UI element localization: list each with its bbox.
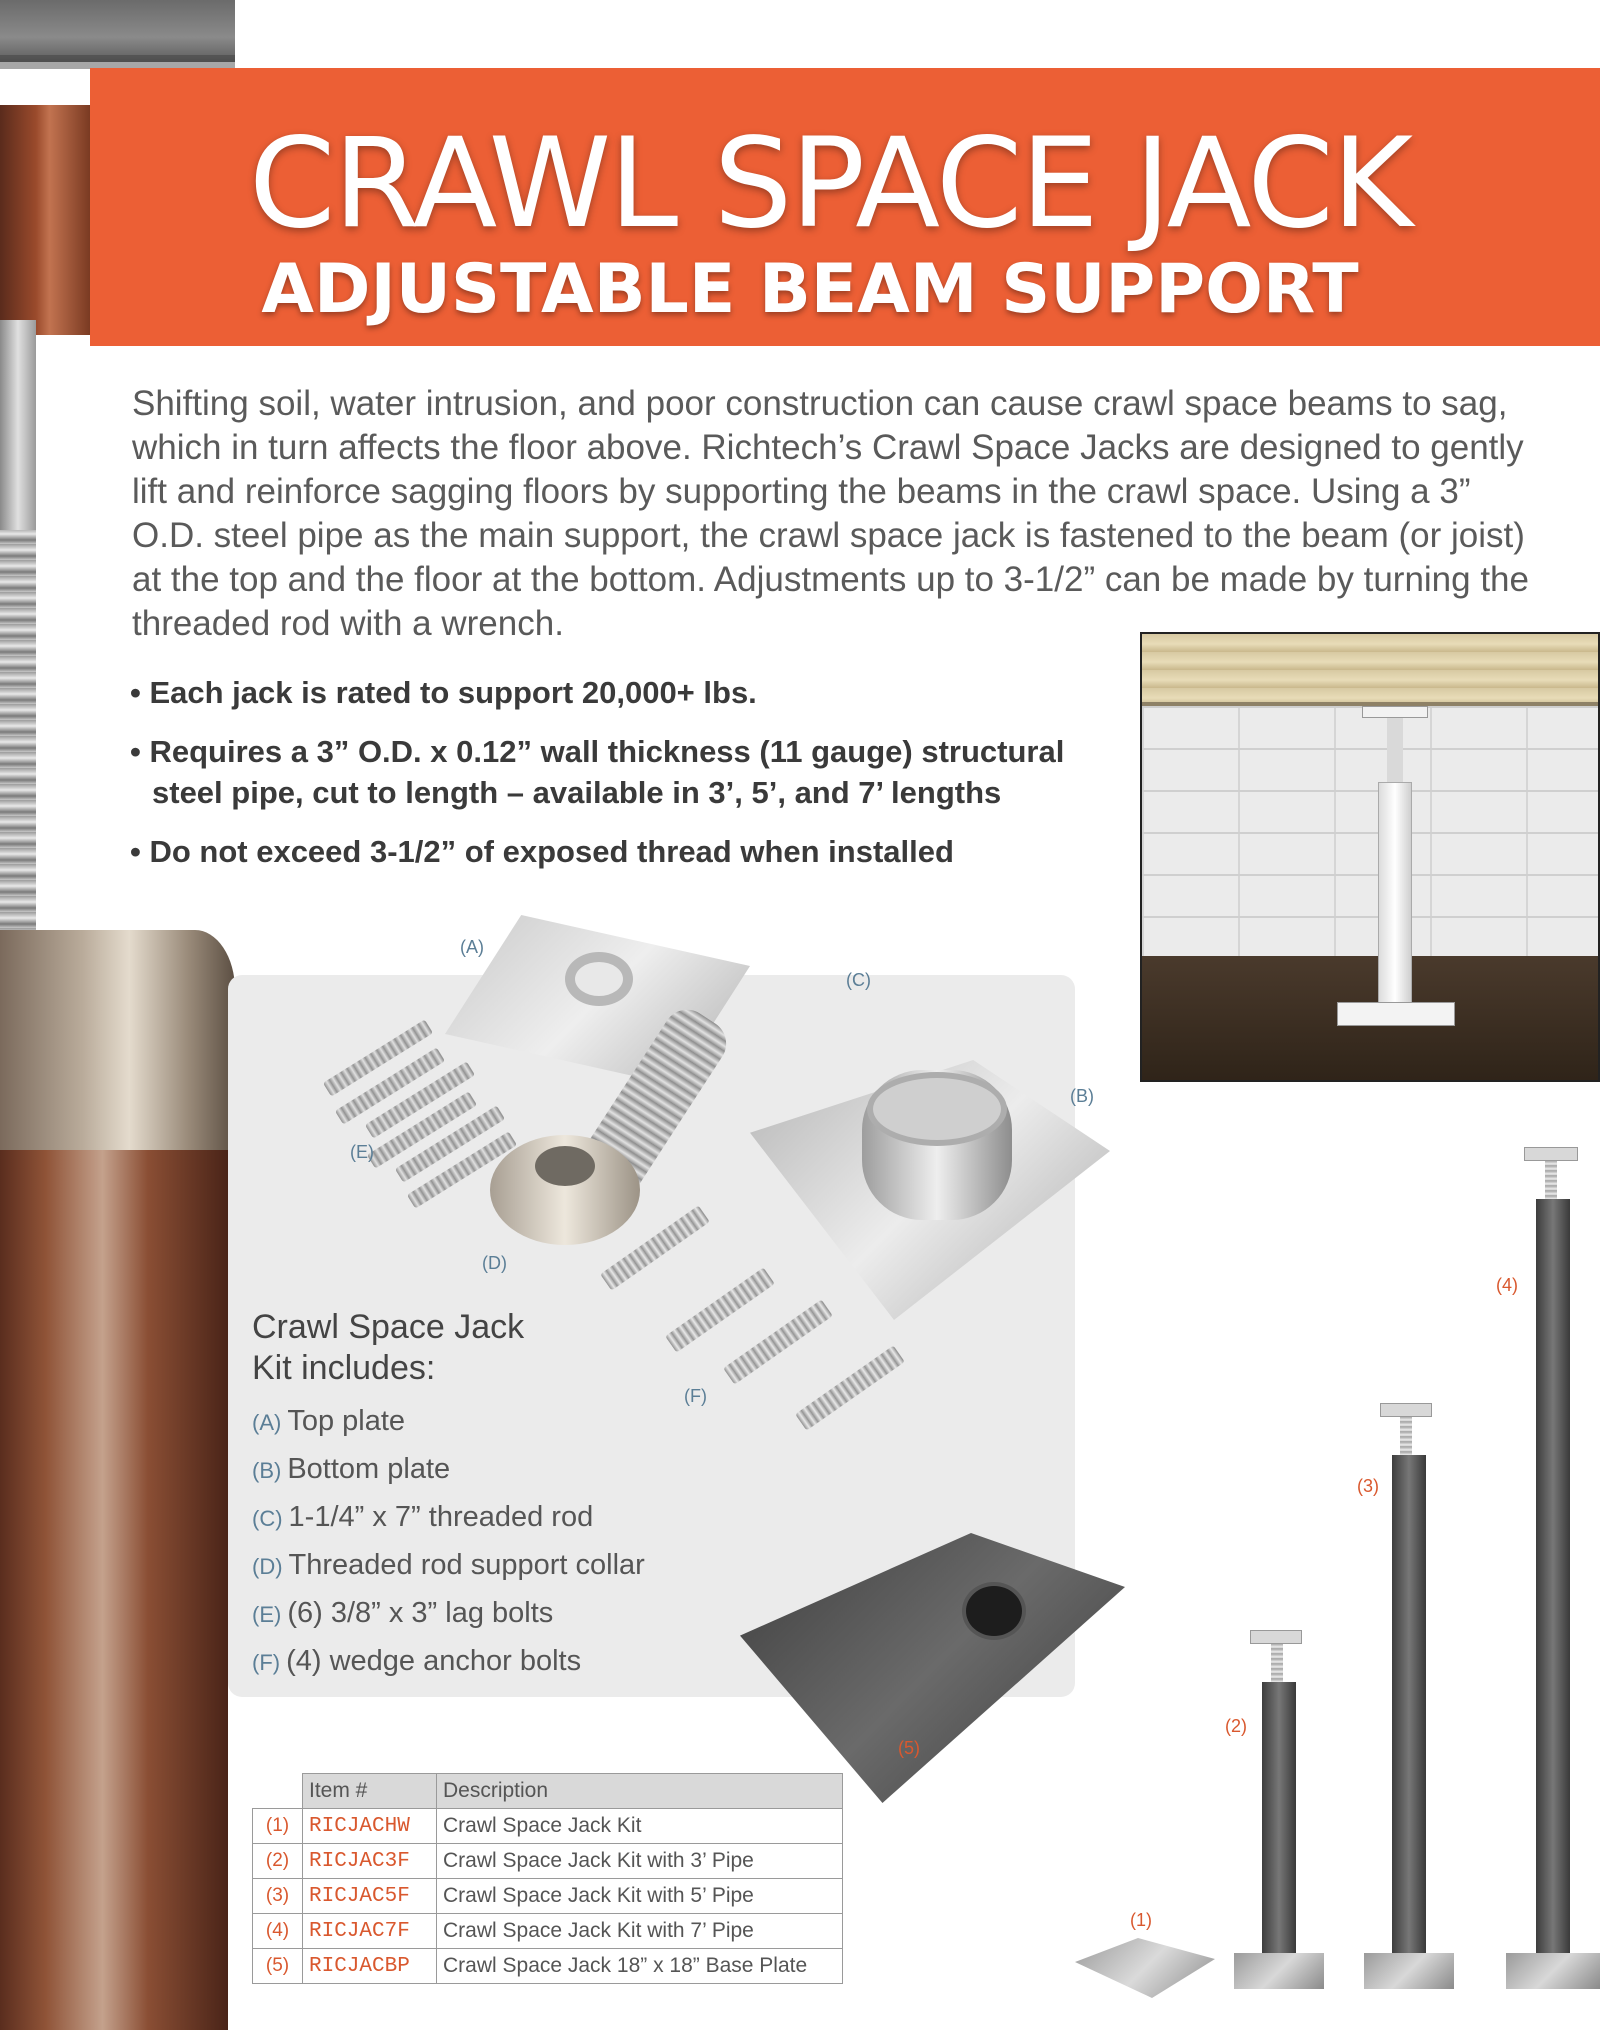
kit-title <box>252 1307 524 1389</box>
jack-pipe-graphic <box>1378 782 1412 1008</box>
part-label-a: (A) <box>460 937 484 957</box>
kit-items-list <box>252 1398 645 1686</box>
item-description: Crawl Space Jack Kit with 7’ Pipe <box>437 1914 843 1949</box>
bottom-plate-sleeve-opening <box>867 1072 1007 1146</box>
kit-item <box>252 1590 645 1638</box>
steel-pipe-graphic <box>0 1150 228 2030</box>
item-number: RICJAC5F <box>303 1879 437 1914</box>
table-row <box>253 1809 843 1844</box>
kit-item-letter: (D) <box>252 1554 283 1579</box>
kit-item <box>252 1398 645 1446</box>
jack-kit-product <box>1075 1938 1215 1998</box>
base-plate-cup <box>962 1582 1026 1640</box>
item-description: Crawl Space Jack Kit with 5’ Pipe <box>437 1879 843 1914</box>
kit-item <box>252 1446 645 1494</box>
part-label-e: (E) <box>350 1142 374 1162</box>
product-label-4: (4) <box>1496 1275 1518 1295</box>
page-title: CRAWL SPACE JACK <box>248 112 1412 256</box>
kit-item-text: (4) wedge anchor bolts <box>286 1645 582 1677</box>
kit-item-letter: (F) <box>252 1650 281 1675</box>
part-label-f: (F) <box>684 1386 707 1406</box>
product-table-grid <box>252 1773 843 1984</box>
feature-item: • Requires a 3” O.D. x 0.12” wall thickness (11 gauge) structural steel pipe, cut to length – available in 3’, 5’, and 7’ lengths <box>130 731 1130 813</box>
top-plate-graphic <box>0 0 235 62</box>
jack-rod-graphic <box>1387 718 1403 788</box>
product-label-3: (3) <box>1357 1476 1379 1496</box>
feature-item: • Do not exceed 3-1/2” of exposed thread when installed <box>130 831 1130 872</box>
installed-jack-photo <box>1140 632 1600 1082</box>
row-number: (2) <box>253 1844 303 1879</box>
feature-list <box>130 672 1130 890</box>
top-plate-ring <box>565 952 633 1006</box>
kit-item-text: (6) 3/8” x 3” lag bolts <box>287 1597 554 1629</box>
kit-item-letter: (A) <box>252 1410 282 1435</box>
block-wall-graphic <box>1142 706 1598 956</box>
kit-item-text: Bottom plate <box>287 1453 451 1485</box>
support-collar-hole <box>535 1146 595 1186</box>
row-number: (4) <box>253 1914 303 1949</box>
kit-item-letter: (B) <box>252 1458 282 1483</box>
product-label-1: (1) <box>1130 1910 1152 1930</box>
page-subtitle: ADJUSTABLE BEAM SUPPORT <box>261 250 1359 329</box>
item-number: RICJACHW <box>303 1809 437 1844</box>
kit-item <box>252 1494 645 1542</box>
row-number: (5) <box>253 1949 303 1984</box>
item-number: RICJACBP <box>303 1949 437 1984</box>
table-row <box>253 1844 843 1879</box>
table-header-item: Item # <box>303 1774 437 1809</box>
kit-item-letter: (C) <box>252 1506 283 1531</box>
table-header-description: Description <box>437 1774 843 1809</box>
pipe-cap-graphic <box>0 930 235 1160</box>
row-number: (1) <box>253 1809 303 1844</box>
part-label-c: (C) <box>846 970 871 990</box>
kit-item-text: 1-1/4” x 7” threaded rod <box>288 1501 594 1533</box>
kit-item <box>252 1638 645 1686</box>
part-label-d: (D) <box>482 1253 507 1273</box>
table-row <box>253 1879 843 1914</box>
kit-item <box>252 1542 645 1590</box>
intro-paragraph: Shifting soil, water intrusion, and poor construction can cause crawl space beams to sag, which in turn affects the floor above. Richtech’s Crawl Space Jacks are designed to gently lift and reinforce sagging floors by supporting the beams in the crawl space. Using a 3” O.D. steel pipe as the main support, the crawl space jack is fastened to the beam (or joist) at the top and the floor at the bottom. Adjustments up to 3-1/2” can be made by turning the threaded rod with a wrench. <box>132 384 1529 643</box>
product-label-2: (2) <box>1225 1716 1247 1736</box>
product-table <box>252 1773 843 1984</box>
kit-title-line2: Kit includes: <box>252 1349 436 1387</box>
table-header-blank <box>253 1774 303 1809</box>
table-row <box>253 1914 843 1949</box>
item-description: Crawl Space Jack Kit <box>437 1809 843 1844</box>
beam-graphic <box>1142 634 1598 706</box>
jack-base-plate-graphic <box>1337 1002 1455 1026</box>
table-row <box>253 1949 843 1984</box>
item-description: Crawl Space Jack 18” x 18” Base Plate <box>437 1949 843 1984</box>
smooth-rod-graphic <box>0 320 36 530</box>
kit-item-text: Threaded rod support collar <box>288 1549 645 1581</box>
plate-shadow-graphic <box>0 55 235 69</box>
feature-item: • Each jack is rated to support 20,000+ lbs. <box>130 672 1130 713</box>
kit-title-line1: Crawl Space Jack <box>252 1308 525 1346</box>
table-header-row <box>253 1774 843 1809</box>
jack-top-plate-graphic <box>1362 706 1428 718</box>
kit-item-text: Top plate <box>287 1405 406 1437</box>
part-label-b: (B) <box>1070 1086 1094 1106</box>
item-number: RICJAC7F <box>303 1914 437 1949</box>
item-description: Crawl Space Jack Kit with 3’ Pipe <box>437 1844 843 1879</box>
item-number: RICJAC3F <box>303 1844 437 1879</box>
product-label-5: (5) <box>898 1738 920 1758</box>
row-number: (3) <box>253 1879 303 1914</box>
kit-item-letter: (E) <box>252 1602 282 1627</box>
